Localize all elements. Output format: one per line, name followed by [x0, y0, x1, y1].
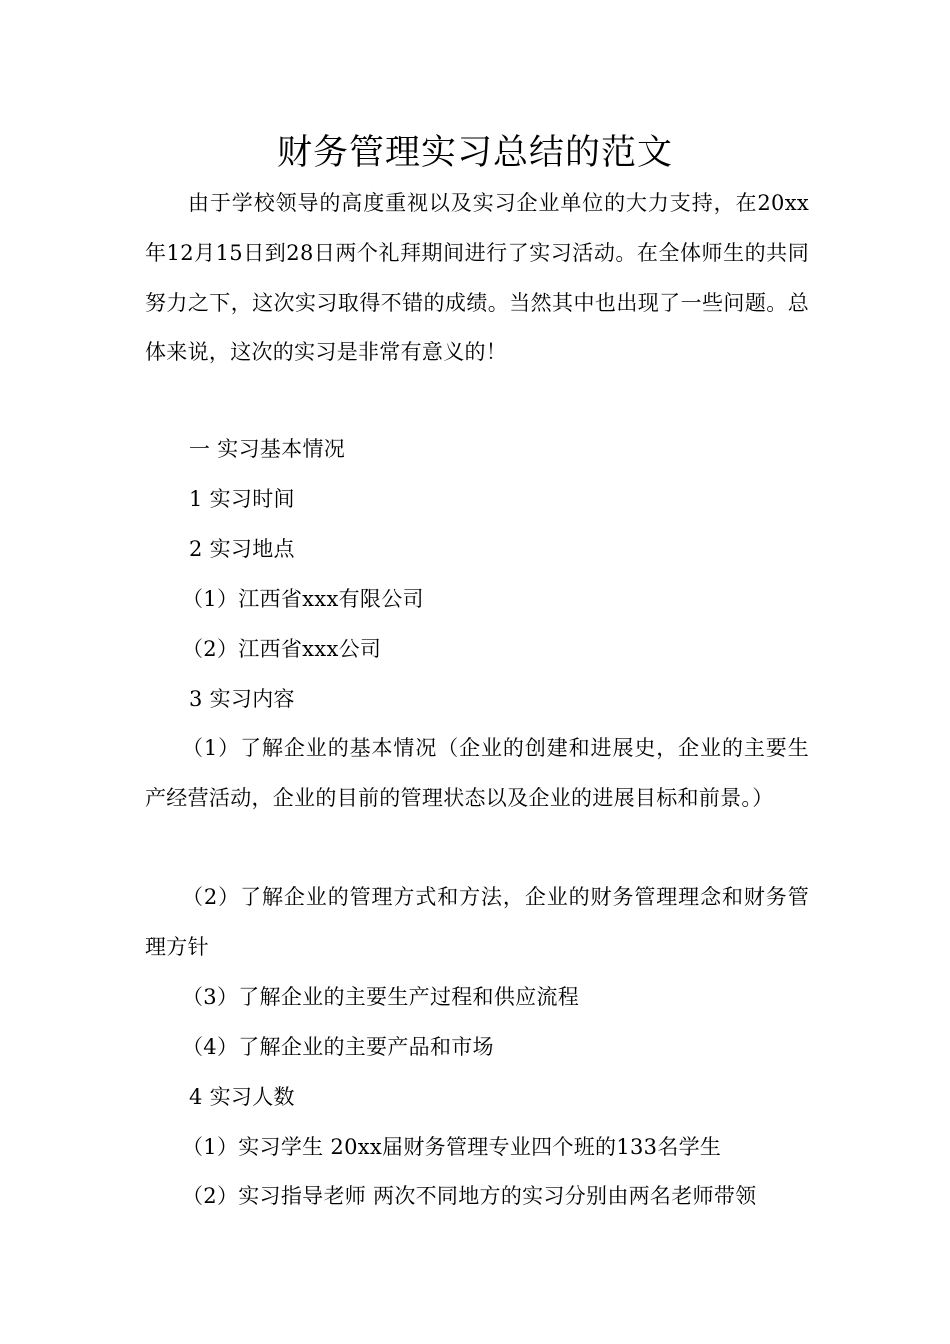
- item-practice-headcount: 4 实习人数: [189, 1085, 295, 1109]
- item-content-3: （3）了解企业的主要生产过程和供应流程: [182, 985, 580, 1009]
- item-practice-content: 3 实习内容: [189, 687, 295, 711]
- document-title: 财务管理实习总结的范文: [276, 133, 673, 173]
- item-content-2: （2）了解企业的管理方式和方法，企业的财务管理理念和财务管理方针: [145, 885, 809, 959]
- item-location-1: （1）江西省xxx有限公司: [182, 587, 424, 611]
- intro-paragraph: 由于学校领导的高度重视以及实习企业单位的大力支持，在20xx年12月15日到28日两个礼拜期间进行了实习活动。在全体师生的共同努力之下，这次实习取得不错的成绩。当然其中也出现了一些问题。总体来说，这次的实习是非常有意义的！: [145, 191, 809, 365]
- item-content-1: （1）了解企业的基本情况（企业的创建和进展史，企业的主要生产经营活动，企业的目前的管理状态以及企业的进展目标和前景。）: [145, 736, 809, 810]
- item-practice-time: 1 实习时间: [189, 487, 295, 511]
- item-practice-location: 2 实习地点: [189, 537, 295, 561]
- section-heading-basic-info: 一 实习基本情况: [189, 437, 346, 461]
- item-headcount-students: （1）实习学生 20xx届财务管理专业四个班的133名学生: [182, 1135, 722, 1159]
- item-location-2: （2）江西省xxx公司: [182, 637, 382, 661]
- item-content-4: （4）了解企业的主要产品和市场: [182, 1035, 494, 1059]
- item-headcount-teachers: （2）实习指导老师 两次不同地方的实习分别由两名老师带领: [182, 1184, 757, 1208]
